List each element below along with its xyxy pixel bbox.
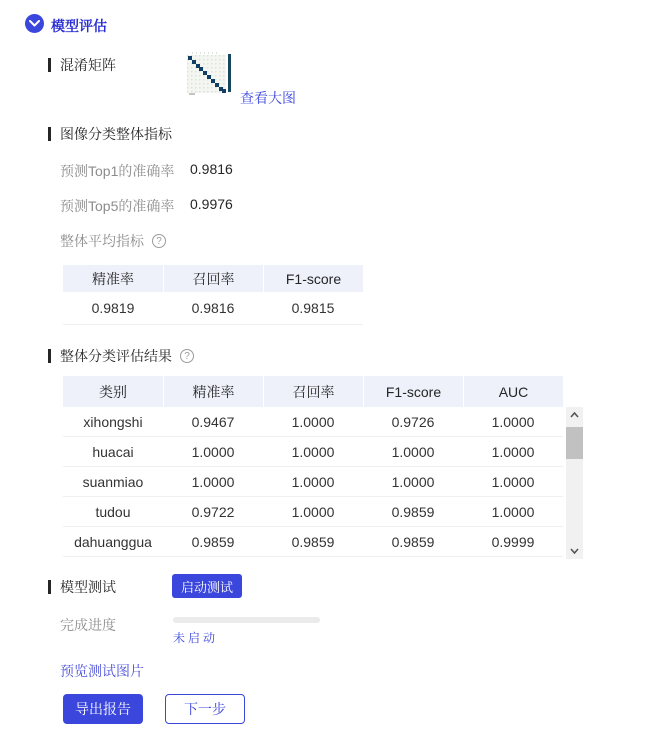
table-cell: 1.0000: [491, 473, 535, 490]
section-label: 整体分类评估结果: [60, 348, 172, 364]
section-marker: [48, 58, 51, 72]
start-test-button[interactable]: 启动测试: [172, 574, 242, 598]
top5-accuracy-label: 预测Top5的准确率: [60, 198, 175, 214]
table-cell: 0.9819: [91, 300, 135, 316]
table-cell: 1.0000: [291, 443, 335, 460]
scroll-up-arrow-icon[interactable]: [566, 407, 583, 423]
class-eval-table: [63, 376, 563, 557]
class-name-cell: suanmiao: [82, 473, 144, 490]
table-cell: 0.9859: [291, 533, 335, 550]
table-row: [63, 407, 563, 437]
table-header-row: [63, 265, 363, 292]
table-cell: 0.9722: [191, 503, 235, 520]
table-cell: 1.0000: [491, 443, 535, 460]
section-marker: [48, 127, 51, 141]
table-cell: 1.0000: [191, 473, 235, 490]
section-label: 图像分类整体指标: [60, 126, 172, 142]
table-cell: 0.9859: [191, 533, 235, 550]
collapse-section-button[interactable]: [25, 14, 44, 33]
section-marker: [48, 580, 51, 594]
avg-metrics-label: [60, 231, 166, 251]
section-class-eval: [48, 346, 194, 366]
table-cell: 1.0000: [291, 473, 335, 490]
top1-accuracy-label: 预测Top1的准确率: [60, 163, 175, 179]
export-report-button[interactable]: 导出报告: [63, 694, 143, 724]
table-cell: 0.9859: [391, 533, 435, 550]
column-header: F1-score: [263, 265, 363, 292]
table-row: [63, 527, 563, 557]
preview-test-images-link[interactable]: 预览测试图片: [60, 663, 144, 679]
table-scrollbar[interactable]: [566, 407, 583, 559]
class-name-cell: tudou: [95, 503, 131, 520]
column-header: F1-score: [363, 376, 463, 407]
progress-label: 完成进度: [60, 617, 116, 633]
table-row: [63, 497, 563, 527]
view-large-image-link[interactable]: 查看大图: [240, 90, 296, 106]
progress-status: 未启动: [173, 631, 219, 645]
page-title: 模型评估: [51, 18, 107, 34]
help-icon[interactable]: ?: [152, 234, 166, 248]
table-row: [63, 437, 563, 467]
table-cell: 1.0000: [391, 443, 435, 460]
table-cell: 1.0000: [391, 473, 435, 490]
column-header: 召回率: [263, 376, 363, 407]
chevron-down-icon: [29, 20, 40, 27]
table-cell: 0.9467: [191, 413, 235, 430]
top5-accuracy-value: 0.9976: [190, 196, 233, 212]
column-header: 召回率: [163, 265, 263, 292]
avg-metrics-table: [63, 265, 363, 325]
confusion-matrix-thumbnail[interactable]: [186, 50, 233, 95]
section-marker: [48, 349, 51, 363]
table-cell: 0.9726: [391, 413, 435, 430]
section-overall-metrics: [48, 124, 172, 144]
avg-metrics-text: 整体平均指标: [60, 233, 144, 249]
table-cell: 1.0000: [191, 443, 235, 460]
class-name-cell: dahuanggua: [74, 533, 152, 550]
column-header: 精准率: [163, 376, 263, 407]
table-cell: 0.9816: [191, 300, 235, 316]
scrollbar-thumb[interactable]: [566, 427, 583, 459]
section-model-test: [48, 577, 116, 597]
table-cell: 0.9859: [391, 503, 435, 520]
table-header-row: [63, 376, 563, 407]
help-icon[interactable]: ?: [180, 349, 194, 363]
table-row: [63, 467, 563, 497]
table-cell: 1.0000: [291, 503, 335, 520]
section-confusion-matrix: [48, 55, 116, 75]
column-header: AUC: [463, 376, 563, 407]
progress-bar: [173, 617, 320, 623]
next-step-button[interactable]: 下一步: [165, 694, 245, 724]
section-label: 模型测试: [60, 579, 116, 595]
scroll-down-arrow-icon[interactable]: [566, 543, 583, 559]
table-cell: 1.0000: [491, 413, 535, 430]
class-name-cell: huacai: [92, 443, 134, 460]
top1-accuracy-value: 0.9816: [190, 161, 233, 177]
section-label: 混淆矩阵: [60, 57, 116, 73]
table-cell: 1.0000: [291, 413, 335, 430]
table-cell: 0.9815: [291, 300, 335, 316]
table-cell: 1.0000: [491, 503, 535, 520]
class-name-cell: xihongshi: [83, 413, 143, 430]
column-header: 类别: [99, 383, 127, 400]
column-header: 精准率: [92, 270, 134, 287]
table-row: [63, 292, 363, 325]
table-cell: 0.9999: [491, 533, 535, 550]
